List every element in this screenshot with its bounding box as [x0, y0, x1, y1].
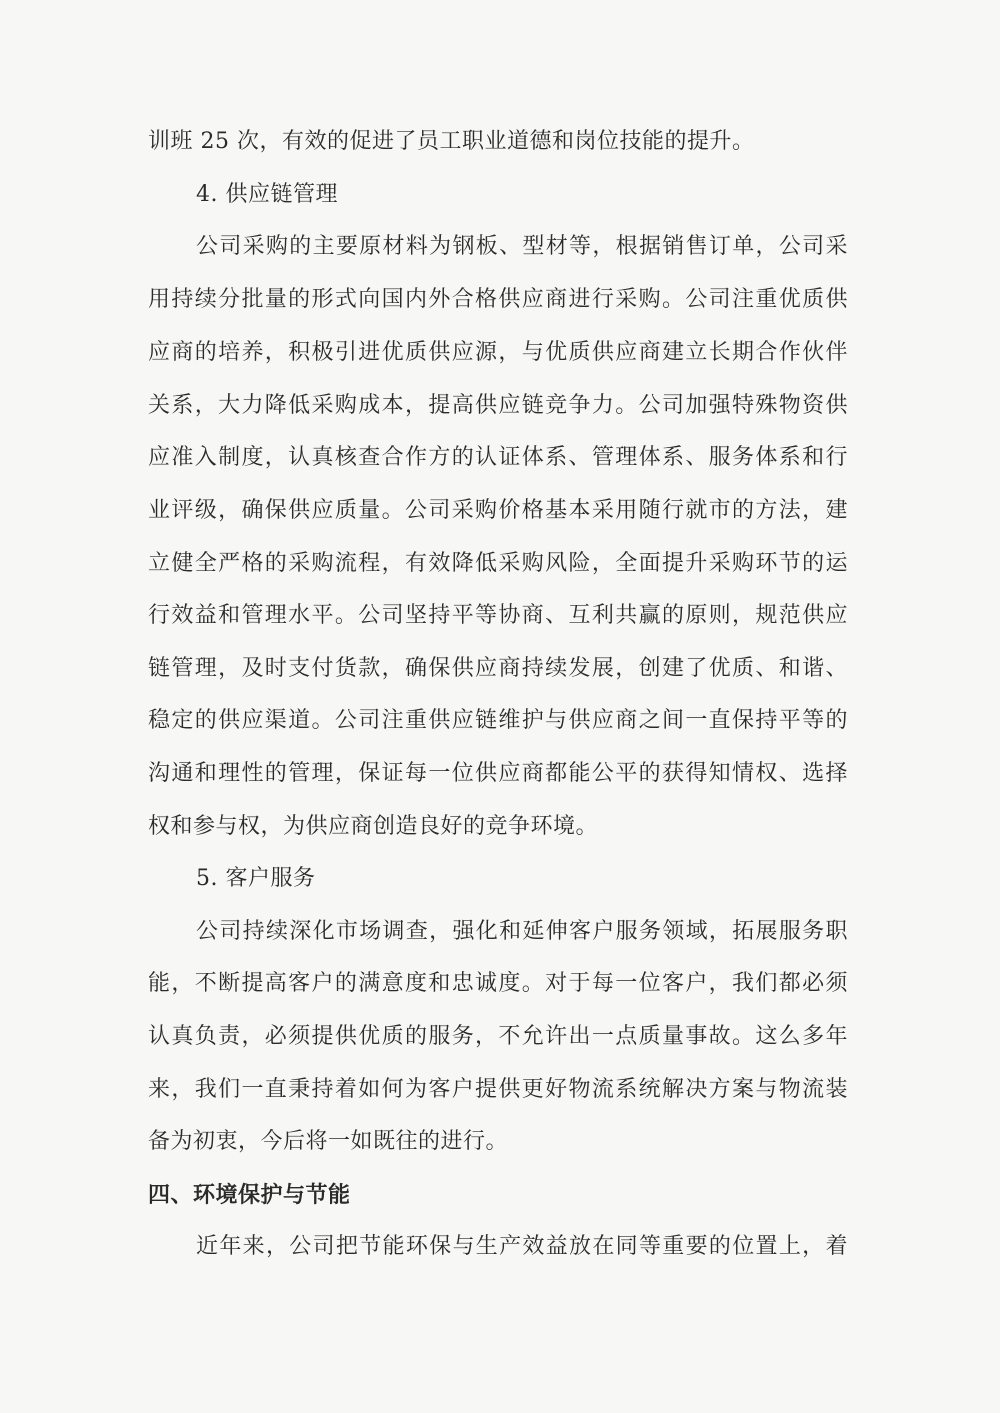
paragraph-line: 应商的培养，积极引进优质供应源，与优质供应商建立长期合作伙伴 [148, 340, 848, 365]
section-heading-customer-service: 5. 客户服务 [196, 866, 316, 891]
paragraph-line: 公司持续深化市场调查，强化和延伸客户服务领域，拓展服务职 [196, 919, 848, 944]
paragraph-line: 应准入制度，认真核查合作方的认证体系、管理体系、服务体系和行 [148, 445, 848, 470]
paragraph-line: 稳定的供应渠道。公司注重供应链维护与供应商之间一直保持平等的 [148, 708, 848, 733]
paragraph-line: 认真负责，必须提供优质的服务，不允许出一点质量事故。这么多年 [148, 1024, 848, 1049]
paragraph-line: 训班 25 次，有效的促进了员工职业道德和岗位技能的提升。 [148, 129, 755, 154]
section-heading-supply-chain: 4. 供应链管理 [196, 182, 338, 207]
paragraph-line: 用持续分批量的形式向国内外合格供应商进行采购。公司注重优质供 [148, 287, 848, 312]
paragraph-line: 立健全严格的采购流程，有效降低采购风险，全面提升采购环节的运 [148, 551, 848, 576]
paragraph-line: 来，我们一直秉持着如何为客户提供更好物流系统解决方案与物流装 [148, 1077, 848, 1102]
paragraph-line: 链管理，及时支付货款，确保供应商持续发展，创建了优质、和谐、 [148, 656, 848, 681]
paragraph-line: 权和参与权，为供应商创造良好的竞争环境。 [148, 814, 599, 839]
paragraph-line: 沟通和理性的管理，保证每一位供应商都能公平的获得知情权、选择 [148, 761, 848, 786]
paragraph-line: 行效益和管理水平。公司坚持平等协商、互利共赢的原则，规范供应 [148, 603, 848, 628]
paragraph-line: 能，不断提高客户的满意度和忠诚度。对于每一位客户，我们都必须 [148, 971, 848, 996]
paragraph-line: 关系，大力降低采购成本，提高供应链竞争力。公司加强特殊物资供 [148, 393, 848, 418]
paragraph-line: 业评级，确保供应质量。公司采购价格基本采用随行就市的方法，建 [148, 498, 848, 523]
paragraph-line: 近年来，公司把节能环保与生产效益放在同等重要的位置上，着 [196, 1234, 848, 1259]
section-heading-environment: 四、环境保护与节能 [148, 1182, 351, 1208]
paragraph-line: 公司采购的主要原材料为钢板、型材等，根据销售订单，公司采 [196, 234, 848, 259]
paragraph-line: 备为初衷，今后将一如既往的进行。 [148, 1129, 509, 1154]
